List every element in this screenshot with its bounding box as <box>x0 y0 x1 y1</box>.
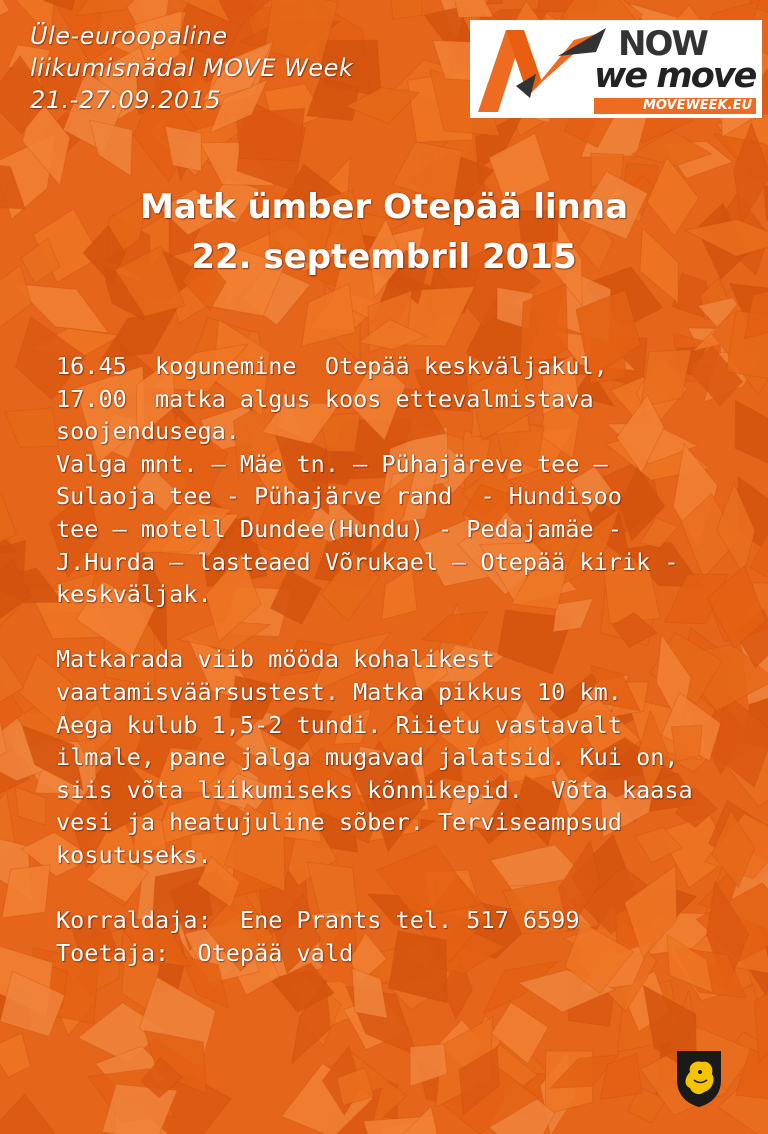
body-line: keskväljak. <box>56 580 212 609</box>
body-line: Matkarada viib mööda kohalikest <box>56 645 495 674</box>
title-line: Matk ümber Otepää linna <box>139 187 629 227</box>
body-line: Korraldaja: Ene Prants tel. 517 6599 <box>56 906 580 935</box>
otepaa-coat-of-arms-icon <box>676 1050 722 1108</box>
body-line: Sulaoja tee - Pühajärve rand - Hundisoo <box>56 482 622 511</box>
logo-we-move-text: we move <box>594 56 756 96</box>
body-line: ilmale, pane jalga mugavad jalatsid. Kui on, <box>56 743 679 772</box>
logo-url-text: MOVEWEEK.EU <box>594 98 756 114</box>
body-line: Toetaja: Otepää vald <box>56 938 354 967</box>
body-line: 17.00 matka algus koos ettevalmistava <box>56 384 594 413</box>
body-line: vesi ja heatujuline sõber. Terviseampsud <box>56 808 622 837</box>
event-description <box>56 350 746 969</box>
title-date: 22. septembril 2015 <box>191 237 577 277</box>
body-line: J.Hurda – lasteaed Võrukael – Otepää kirik - <box>56 547 679 576</box>
body-line: Aega kulub 1,5-2 tundi. Riietu vastavalt <box>56 710 622 739</box>
logo-now-text: NOW <box>618 24 707 64</box>
event-header-line: Üle-euroopaline <box>30 22 228 50</box>
body-line <box>56 611 746 644</box>
body-line: siis võta liikumiseks kõnnikepid. Võta kaasa <box>56 775 693 804</box>
body-line: vaatamisväärsustest. Matka pikkus 10 km. <box>56 677 622 706</box>
move-week-logo-icon <box>478 26 608 114</box>
body-line: soojendusega. <box>56 417 240 446</box>
event-header-line: liikumisnädal MOVE Week <box>30 54 354 82</box>
body-line: kosutuseks. <box>56 840 212 869</box>
event-title <box>0 182 768 282</box>
body-line <box>56 872 746 905</box>
body-line: tee – motell Dundee(Hundu) - Pedajamäe - <box>56 514 622 543</box>
now-we-move-logo <box>470 20 762 118</box>
event-header-line: 21.-27.09.2015 <box>30 86 222 114</box>
body-line: Valga mnt. – Mäe tn. – Pühajäreve tee – <box>56 449 608 478</box>
body-line: 16.45 kogunemine Otepää keskväljakul, <box>56 352 608 380</box>
event-header <box>30 20 460 116</box>
